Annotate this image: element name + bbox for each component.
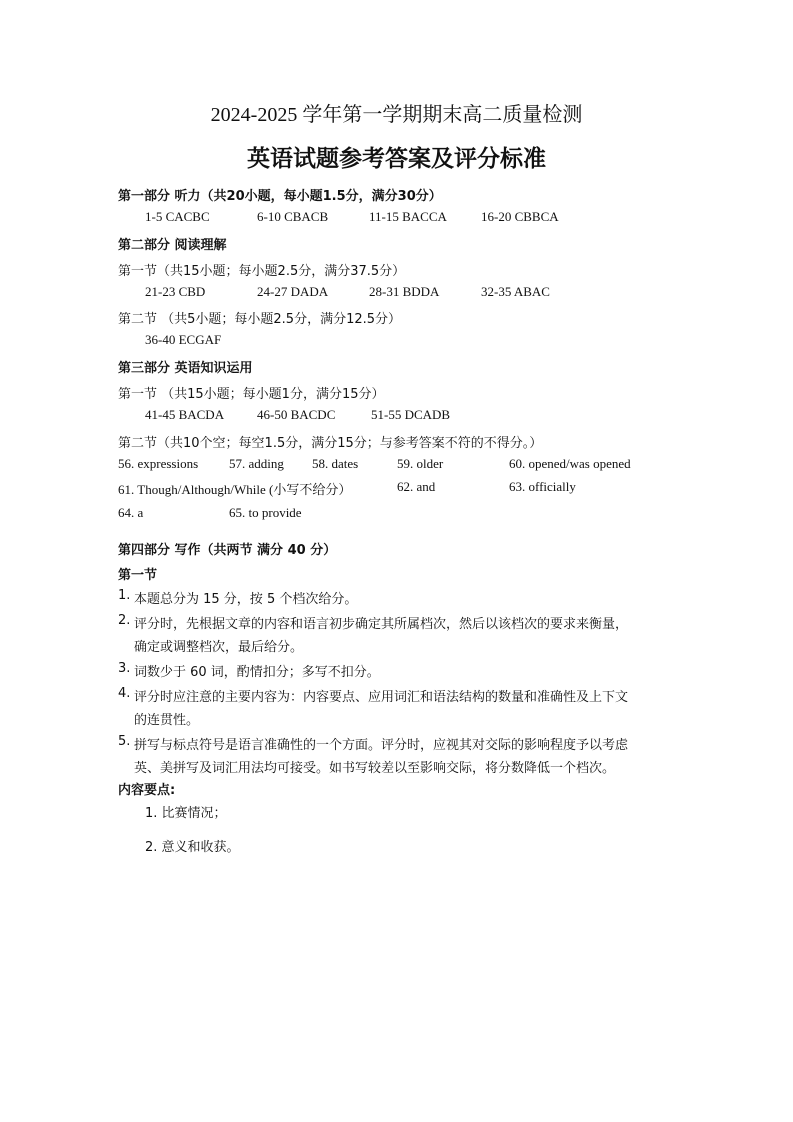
answer-item: 62. and (397, 479, 436, 494)
rule-text: 确定或调整档次，最后给分。 (134, 640, 304, 655)
answer-group: 36-40 ECGAF (145, 332, 222, 347)
answer-item: 57. adding (229, 456, 284, 471)
answer-item: 59. older (397, 456, 444, 471)
rule-text: 评分时应注意的主要内容为：内容要点、应用词汇和语法结构的数量和准确性及上下文 (134, 690, 629, 705)
answer-item: 60. opened/was opened (509, 456, 631, 471)
answer-group: 28-31 BDDA (369, 284, 440, 299)
rule-text: 的连贯性。 (134, 713, 200, 728)
answer-item: 64. a (118, 505, 144, 520)
answer-group: 32-35 ABAC (481, 284, 550, 299)
key-point: 2. 意义和收获。 (145, 840, 240, 855)
answer-group: 46-50 BACDC (257, 407, 336, 422)
rule-text: 评分时，先根据文章的内容和语言初步确定其所属档次，然后以该档次的要求来衡量， (134, 617, 629, 632)
rule-text: 词数少于 60 词，酌情扣分；多写不扣分。 (134, 665, 380, 680)
part3-heading: 第三部分 英语知识运用 (118, 361, 253, 376)
answer-item: 65. to provide (229, 505, 302, 520)
answer-group: 41-45 BACDA (145, 407, 225, 422)
key-points-heading: 内容要点: (118, 783, 176, 798)
rule-number: 4. (118, 686, 131, 701)
rule-text: 拼写与标点符号是语言准确性的一个方面。评分时，应视其对交际的影响程度予以考虑 (134, 738, 629, 753)
part1-heading (118, 185, 442, 204)
answer-group: 1-5 CACBC (145, 209, 210, 224)
answer-item: 61. Though/Although/While (小写不给分） (118, 482, 352, 497)
answer-group: 11-15 BACCA (369, 209, 447, 224)
part3-section2-heading: 第二节（共10个空；每空1.5分，满分15分；与参考答案不符的不得分。） (118, 436, 543, 451)
answer-group: 16-20 CBBCA (481, 209, 559, 224)
answer-item: 56. expressions (118, 456, 199, 471)
answer-item: 58. dates (312, 456, 359, 471)
rule-text: 英、美拼写及词汇用法均可接受。如书写较差以至影响交际，将分数降低一个档次。 (134, 761, 616, 776)
part2-section2-heading: 第二节 （共5小题；每小题2.5分，满分12.5分） (118, 312, 402, 327)
part2-section1-heading: 第一节（共15小题；每小题2.5分，满分37.5分） (118, 264, 406, 279)
part2-heading: 第二部分 阅读理解 (118, 238, 227, 253)
answer-group: 24-27 DADA (257, 284, 329, 299)
part1-heading-label: 第一部分 听力 (118, 189, 201, 204)
rule-number: 1. (118, 588, 131, 603)
answer-group: 21-23 CBD (145, 284, 206, 299)
answer-group: 51-55 DCADB (371, 407, 451, 422)
part4-section1-heading: 第一节 (118, 568, 158, 583)
rule-number: 3. (118, 661, 131, 676)
document-subtitle: 英语试题参考答案及评分标准 (247, 146, 546, 172)
document-title: 2024-2025 学年第一学期期末高二质量检测 (210, 104, 583, 126)
key-point: 1. 比赛情况； (145, 806, 227, 821)
answer-item: 63. officially (509, 479, 576, 494)
answer-group: 6-10 CBACB (257, 209, 329, 224)
rule-number: 5. (118, 734, 131, 749)
part4-heading: 第四部分 写作（共两节 满分 40 分） (118, 543, 337, 558)
rule-text: 本题总分为 15 分，按 5 个档次给分。 (134, 592, 358, 607)
part1-heading-detail: （共20小题，每小题1.5分，满分30分） (200, 189, 442, 204)
part3-section1-heading: 第一节 （共15小题；每小题1分，满分15分） (118, 387, 385, 402)
rule-number: 2. (118, 613, 131, 628)
